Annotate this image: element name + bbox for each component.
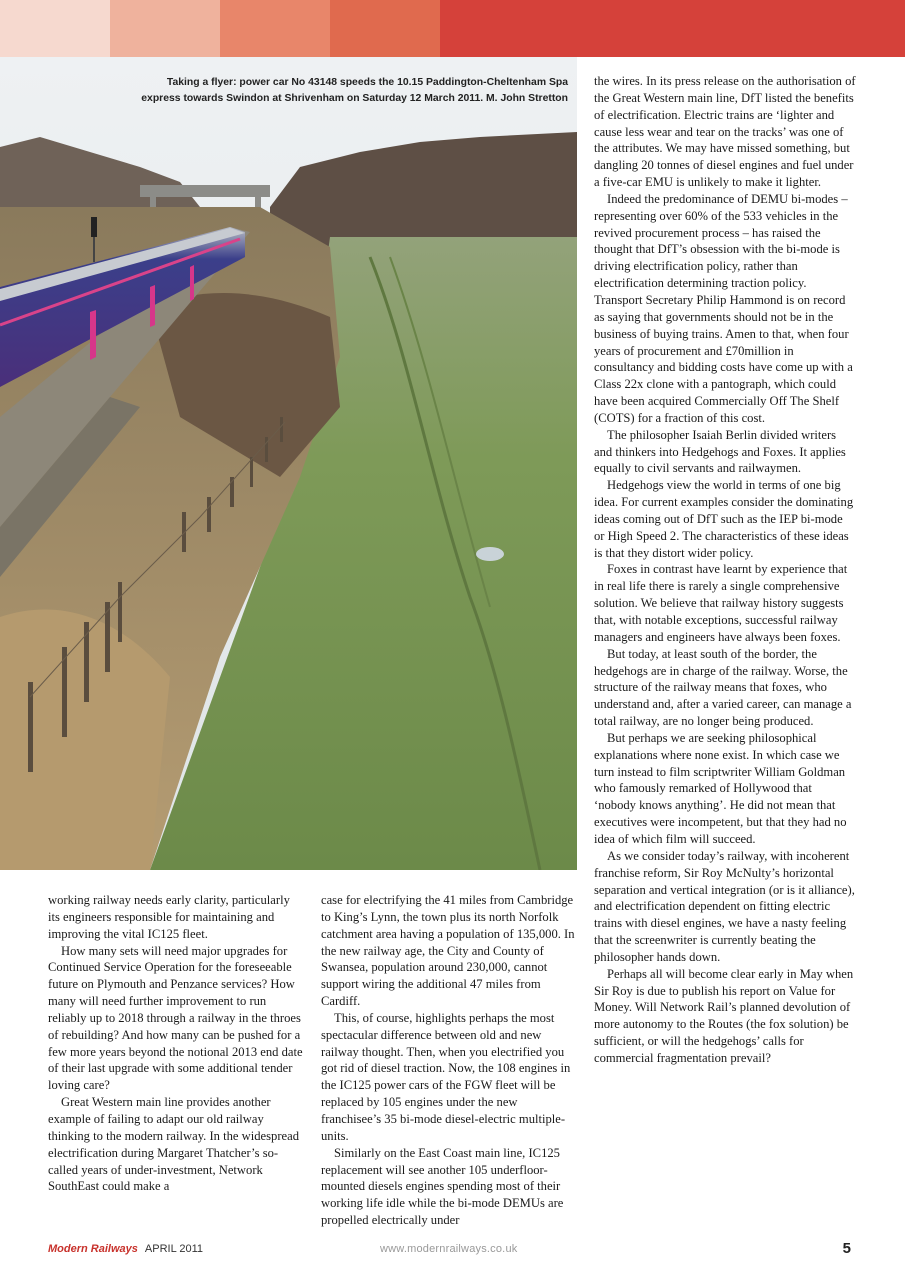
paragraph: Indeed the predominance of DEMU bi-modes – representing over 60% of the 533 vehicles in the revived procurement process – has raised the thought that DfT’s obsession with the bi-mode is driving electrification policy, rather than electrification determining traction policy. Transport Secretary Philip Hammond is on record as saying that governments should not be in the business of buying trains. Amen to that, when four years of procurement and £70million in consultancy and bidding costs have come up with a Class 22x clone with a pantograph, which could have been acquired Commercially Off The Shelf (COTS) for a fraction of this cost. — [594, 191, 853, 425]
paragraph: Hedgehogs view the world in terms of one big idea. For current examples consider the dominating ideas coming out of DfT such as the IEP bi-mode or High Speed 2. The characteristics of these ideas is that they distort wider policy. — [594, 478, 854, 560]
article-column-right — [594, 73, 856, 1067]
paragraph: Perhaps all will become clear early in May when Sir Roy is due to publish his report on Value for Money. Will Network Rail’s planned devolution of more autonomy to the Routes (the fox solution) be sufficient, or will the hedgehogs’ calls for commercial fragmentation prevail? — [594, 966, 854, 1065]
page-number: 5 — [842, 1240, 851, 1257]
color-band-1 — [0, 0, 110, 57]
paragraph: As we consider today’s railway, with incoherent franchise reform, Sir Roy McNulty’s horizontal separation and vertical integration (or is it alliance), and electrification dependent on fitting electric trains with diesel engines, we have a nasty feeling that the screenwriter is currently beating the philosopher hands down. — [594, 848, 855, 964]
paragraph: Great Western main line provides another example of failing to adapt our old railway thinking to the modern railway. In the widespread electrification during Margaret Thatcher’s so-called years of under-investment, Network SouthEast could make a — [48, 1095, 299, 1194]
paragraph: But today, at least south of the border, the hedgehogs are in charge of the railway. Worse, the structure of the railway means that foxes, who understand and, after a varied career, can manage a total railway, are no longer being produced. — [594, 646, 852, 729]
article-column-left — [48, 892, 304, 1195]
paragraph: the wires. In its press release on the authorisation of the Great Western main line, DfT listed the benefits of electrification. Electric trains are ‘lighter and cause less wear and tear on the tracks’ was one of the attributes. We may have missed something, but dangling 20 tonnes of diesel engines and fuel under a five-car EMU is unlikely to make it lighter. — [594, 74, 856, 190]
photo-caption — [120, 75, 568, 107]
page-footer — [48, 1241, 857, 1259]
paragraph: case for electrifying the 41 miles from Cambridge to King’s Lynn, the town plus its north Norfolk catchment area having a population of 135,000. In the new railway age, the City and County of Swansea, population around 230,000, cannot support wiring the additional 47 miles from Cardiff. — [321, 893, 575, 1009]
paragraph: The philosopher Isaiah Berlin divided writers and thinkers into Hedgehogs and Foxes. It applies equally to civil servants and railwaymen. — [594, 427, 846, 476]
caption-line-1: Taking a flyer: power car No 43148 speeds the 10.15 Paddington-Cheltenham Spa — [166, 77, 568, 88]
color-band-2 — [110, 0, 220, 57]
website-url: www.modernrailways.co.uk — [380, 1243, 518, 1255]
paragraph: Similarly on the East Coast main line, IC125 replacement will see another 105 underfloor-mounted diesels engines spending most of their working life idle while the bi-mode DEMUs are propelled electrically under — [321, 1145, 564, 1228]
train-photo — [0, 57, 577, 870]
paragraph: Foxes in contrast have learnt by experience that in real life there is rarely a single comprehensive solution. We believe that railway history suggests that, with notable exceptions, successful railway managers and engineers have always been foxes. — [594, 562, 848, 644]
footer-publication — [48, 1243, 203, 1255]
issue-date: APRIL 2011 — [144, 1243, 204, 1255]
color-band-4 — [330, 0, 440, 57]
color-band-3 — [220, 0, 330, 57]
caption-line-2: express towards Swindon at Shrivenham on Saturday 12 March 2011. M. John Stretton — [141, 93, 568, 104]
header-color-bands — [0, 0, 905, 57]
paragraph: This, of course, highlights perhaps the most spectacular difference between old and new railway thought. Then, when you electrified you got rid of diesel traction. Now, the 108 engines in the IC125 power cars of the FGW fleet will be replaced by 105 engines under the new franchisee’s 35 bi-mode diesel-electric multiple-units. — [321, 1010, 571, 1143]
publication-name: Modern Railways — [48, 1243, 138, 1255]
paragraph: But perhaps we are seeking philosophical explanations where none exist. In which case we turn instead to film scriptwriter William Goldman who famously remarked of Hollywood that ‘nobody knows anything’. He did not mean that executives were incompetent, but that they had no idea of which film will succeed. — [594, 730, 847, 846]
article-column-middle — [321, 892, 577, 1229]
paragraph: How many sets will need major upgrades for Continued Service Operation for the foreseeable future on Plymouth and Penzance services? How many will need further improvement to run reliably up to 2018 through a railway in the throes of rebuilding? And how many can be pushed for a few more years beyond the notional 2013 end date of their last upgrade with some additional tender loving care? — [48, 943, 303, 1093]
paragraph: working railway needs early clarity, particularly its engineers responsible for maintaining and improving the vital IC125 fleet. — [48, 893, 290, 941]
color-band-5 — [440, 0, 905, 57]
